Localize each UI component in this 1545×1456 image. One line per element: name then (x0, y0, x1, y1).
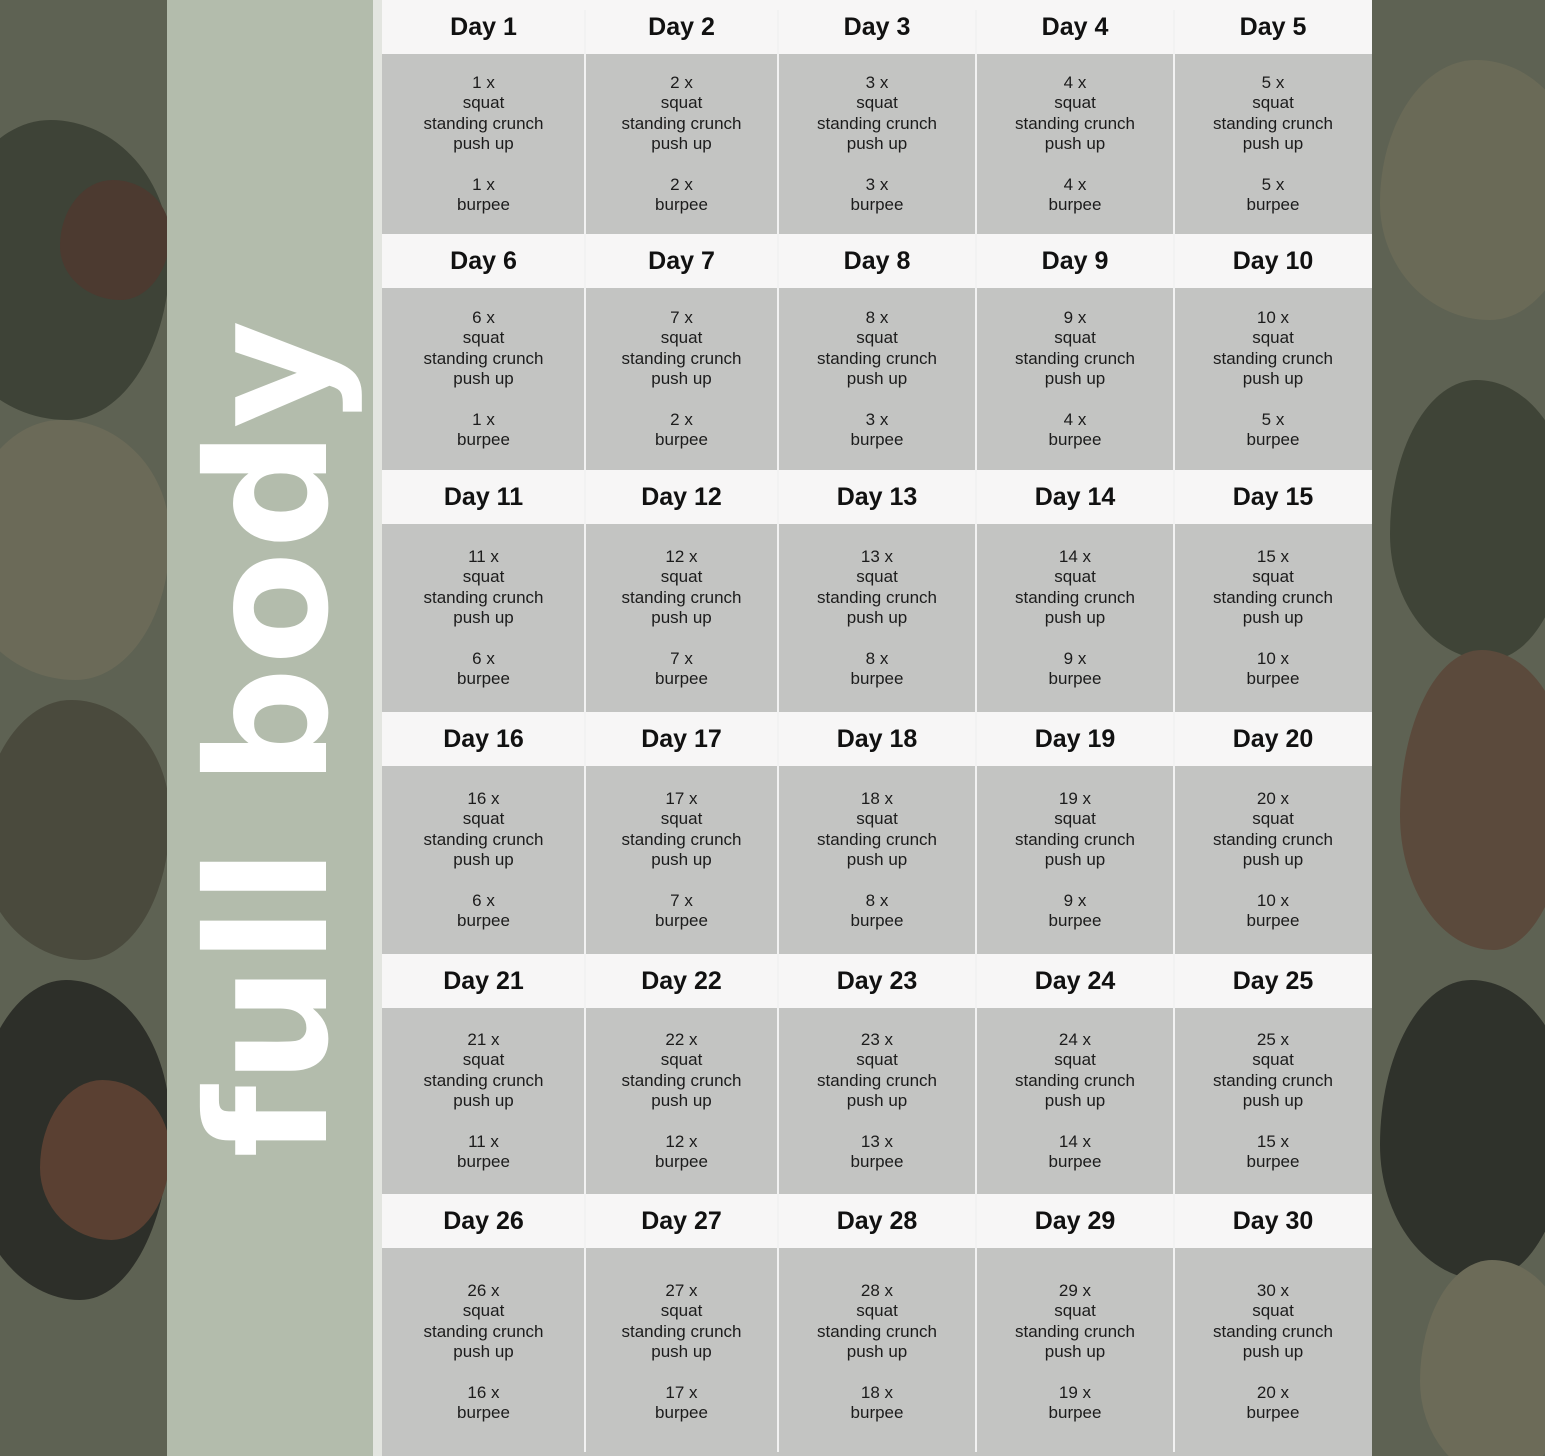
exercise-name: push up (1242, 369, 1304, 388)
burpee-reps-count: 5 x (1261, 409, 1285, 429)
exercise-name: standing crunch (423, 1070, 544, 1090)
reps-count: 29 x (1058, 1280, 1092, 1300)
burpee-reps-count: 19 x (1058, 1382, 1092, 1402)
day-cell (976, 1248, 1174, 1456)
exercise-name: push up (651, 850, 712, 869)
exercise-name: burpee (1246, 911, 1300, 930)
exercise-name: push up (651, 1342, 712, 1361)
exercise-name: squat (856, 93, 898, 112)
reps-count: 6 x (472, 307, 495, 327)
burpee-reps-count: 2 x (670, 409, 693, 429)
exercise-name: push up (1044, 1091, 1106, 1110)
burpee-reps-count: 7 x (670, 890, 693, 910)
exercise-name: push up (1044, 850, 1106, 869)
exercise-name: burpee (655, 669, 708, 688)
reps-count: 5 x (1261, 72, 1285, 92)
exercise-name: standing crunch (816, 829, 938, 849)
day-cell (1174, 1248, 1372, 1456)
day-label: Day 24 (1034, 966, 1116, 995)
exercise-name: standing crunch (621, 1321, 742, 1341)
exercise-name: standing crunch (1212, 1321, 1334, 1341)
reps-count: 8 x (865, 307, 889, 327)
exercise-name: squat (462, 93, 505, 112)
exercise-name: standing crunch (423, 348, 544, 368)
exercise-name: squat (1252, 328, 1294, 347)
day-label: Day 3 (843, 12, 911, 41)
exercise-name: push up (651, 134, 712, 153)
day-label: Day 25 (1232, 966, 1314, 995)
reps-count: 30 x (1256, 1280, 1290, 1300)
day-cell (1174, 54, 1372, 234)
reps-count: 28 x (860, 1280, 894, 1300)
exercise-name: squat (856, 328, 898, 347)
exercise-name: standing crunch (1014, 348, 1136, 368)
exercise-name: standing crunch (1212, 113, 1334, 133)
reps-count: 1 x (472, 72, 495, 92)
day-cell (585, 1248, 778, 1456)
day-cell (778, 766, 976, 954)
reps-count: 21 x (467, 1029, 500, 1049)
day-cell (382, 54, 585, 234)
day-cell (976, 766, 1174, 954)
exercise-name: squat (660, 809, 703, 828)
exercise-name: push up (846, 850, 908, 869)
exercise-name: burpee (850, 195, 904, 214)
exercise-name: push up (1242, 850, 1304, 869)
exercise-name: squat (1252, 567, 1294, 586)
burpee-reps-count: 8 x (865, 890, 889, 910)
exercise-name: standing crunch (816, 348, 938, 368)
day-cell (382, 524, 585, 712)
exercise-name: squat (1252, 93, 1294, 112)
reps-count: 26 x (467, 1280, 500, 1300)
exercise-name: standing crunch (1212, 348, 1334, 368)
day-cell (778, 1008, 976, 1194)
exercise-name: squat (1252, 1050, 1294, 1069)
reps-count: 20 x (1256, 788, 1290, 808)
exercise-name: squat (462, 328, 505, 347)
burpee-reps-count: 16 x (467, 1382, 500, 1402)
exercise-name: standing crunch (621, 587, 742, 607)
day-cell (585, 54, 778, 234)
day-label: Day 14 (1034, 482, 1116, 511)
exercise-name: push up (1044, 369, 1106, 388)
exercise-name: standing crunch (621, 829, 742, 849)
reps-count: 4 x (1063, 72, 1087, 92)
reps-count: 14 x (1058, 546, 1092, 566)
exercise-name: squat (1054, 567, 1096, 586)
day-label: Day 10 (1232, 246, 1314, 275)
exercise-name: burpee (1246, 430, 1300, 449)
exercise-name: burpee (1048, 1152, 1102, 1171)
exercise-name: squat (660, 93, 703, 112)
day-cell (585, 1008, 778, 1194)
reps-count: 27 x (665, 1280, 698, 1300)
exercise-name: standing crunch (1212, 587, 1334, 607)
day-label: Day 8 (843, 246, 911, 275)
exercise-name: burpee (850, 1152, 904, 1171)
exercise-name: squat (856, 1301, 898, 1320)
exercise-name: push up (1242, 1091, 1304, 1110)
reps-count: 25 x (1256, 1029, 1290, 1049)
exercise-name: squat (1054, 1301, 1096, 1320)
exercise-name: burpee (655, 1152, 708, 1171)
exercise-name: squat (1252, 1301, 1294, 1320)
exercise-name: burpee (1048, 911, 1102, 930)
exercise-name: burpee (1048, 1403, 1102, 1422)
reps-count: 3 x (865, 72, 889, 92)
exercise-name: burpee (457, 1403, 510, 1422)
burpee-reps-count: 14 x (1058, 1131, 1092, 1151)
exercise-name: burpee (1048, 669, 1102, 688)
day-cell (585, 288, 778, 470)
burpee-reps-count: 9 x (1063, 648, 1087, 668)
exercise-name: push up (453, 1091, 514, 1110)
day-cell (778, 54, 976, 234)
burpee-reps-count: 3 x (865, 174, 889, 194)
day-cell (382, 766, 585, 954)
day-cell (976, 54, 1174, 234)
burpee-reps-count: 4 x (1063, 409, 1087, 429)
day-label: Day 26 (443, 1206, 524, 1235)
day-cell (778, 288, 976, 470)
exercise-name: burpee (457, 669, 510, 688)
day-cell (382, 1008, 585, 1194)
burpee-reps-count: 2 x (670, 174, 693, 194)
day-label: Day 27 (641, 1206, 722, 1235)
day-cell (1174, 288, 1372, 470)
exercise-name: standing crunch (1014, 1321, 1136, 1341)
burpee-reps-count: 4 x (1063, 174, 1087, 194)
day-cell (976, 1008, 1174, 1194)
reps-count: 7 x (670, 307, 693, 327)
reps-count: 12 x (665, 546, 698, 566)
workout-calendar-grid (382, 0, 1372, 1456)
burpee-reps-count: 13 x (860, 1131, 894, 1151)
exercise-name: burpee (850, 911, 904, 930)
page-title: full body (173, 318, 366, 1158)
exercise-name: burpee (850, 430, 904, 449)
exercise-name: push up (1044, 608, 1106, 627)
exercise-name: standing crunch (816, 1321, 938, 1341)
exercise-name: standing crunch (816, 1070, 938, 1090)
exercise-name: burpee (457, 195, 510, 214)
day-label: Day 16 (443, 724, 524, 753)
exercise-name: push up (1242, 608, 1304, 627)
exercise-name: push up (846, 608, 908, 627)
exercise-name: squat (1054, 328, 1096, 347)
exercise-name: burpee (850, 1403, 904, 1422)
day-cell (1174, 1008, 1372, 1194)
burpee-reps-count: 10 x (1256, 890, 1290, 910)
exercise-name: burpee (655, 430, 708, 449)
exercise-name: push up (651, 369, 712, 388)
burpee-reps-count: 17 x (665, 1382, 698, 1402)
burpee-reps-count: 1 x (472, 409, 495, 429)
day-label: Day 17 (641, 724, 722, 753)
burpee-reps-count: 1 x (472, 174, 495, 194)
exercise-name: push up (846, 134, 908, 153)
exercise-name: standing crunch (423, 113, 544, 133)
exercise-name: burpee (1246, 1403, 1300, 1422)
burpee-reps-count: 8 x (865, 648, 889, 668)
divider-strip (373, 0, 382, 1456)
exercise-name: squat (1054, 93, 1096, 112)
exercise-name: push up (1044, 134, 1106, 153)
burpee-reps-count: 9 x (1063, 890, 1087, 910)
exercise-name: squat (660, 1301, 703, 1320)
exercise-name: burpee (1246, 669, 1300, 688)
reps-count: 18 x (860, 788, 894, 808)
exercise-name: standing crunch (1014, 1070, 1136, 1090)
reps-count: 13 x (860, 546, 894, 566)
exercise-name: standing crunch (621, 113, 742, 133)
exercise-name: standing crunch (621, 1070, 742, 1090)
exercise-name: burpee (1048, 195, 1102, 214)
reps-count: 17 x (665, 788, 698, 808)
exercise-name: burpee (1048, 430, 1102, 449)
burpee-reps-count: 10 x (1256, 648, 1290, 668)
burpee-reps-count: 7 x (670, 648, 693, 668)
reps-count: 22 x (665, 1029, 698, 1049)
exercise-name: standing crunch (1212, 829, 1334, 849)
exercise-name: burpee (1246, 1152, 1300, 1171)
exercise-name: squat (462, 1301, 505, 1320)
exercise-name: burpee (850, 669, 904, 688)
day-cell (585, 766, 778, 954)
exercise-name: push up (846, 1342, 908, 1361)
exercise-name: squat (856, 809, 898, 828)
day-cell (976, 288, 1174, 470)
burpee-reps-count: 11 x (468, 1131, 499, 1151)
exercise-name: push up (1242, 134, 1304, 153)
day-label: Day 15 (1232, 482, 1314, 511)
day-cell (976, 524, 1174, 712)
exercise-name: squat (1054, 809, 1096, 828)
day-cell (382, 1248, 585, 1456)
exercise-name: squat (660, 1050, 703, 1069)
day-label: Day 18 (836, 724, 918, 753)
reps-count: 23 x (860, 1029, 894, 1049)
reps-count: 2 x (670, 72, 693, 92)
burpee-reps-count: 12 x (665, 1131, 698, 1151)
exercise-name: squat (660, 328, 703, 347)
exercise-name: squat (1054, 1050, 1096, 1069)
reps-count: 16 x (467, 788, 500, 808)
exercise-name: burpee (655, 195, 708, 214)
day-label: Day 5 (1239, 12, 1307, 41)
reps-count: 10 x (1256, 307, 1290, 327)
exercise-name: burpee (655, 1403, 708, 1422)
day-label: Day 2 (648, 12, 715, 41)
exercise-name: standing crunch (1212, 1070, 1334, 1090)
day-label: Day 11 (443, 482, 524, 511)
exercise-name: standing crunch (423, 1321, 544, 1341)
exercise-name: push up (1044, 1342, 1106, 1361)
burpee-reps-count: 18 x (860, 1382, 894, 1402)
exercise-name: standing crunch (423, 829, 544, 849)
exercise-name: standing crunch (1014, 829, 1136, 849)
exercise-name: standing crunch (816, 587, 938, 607)
exercise-name: burpee (457, 1152, 510, 1171)
exercise-name: push up (846, 369, 908, 388)
exercise-name: burpee (457, 430, 510, 449)
day-label: Day 20 (1232, 724, 1314, 753)
day-label: Day 4 (1041, 12, 1109, 41)
day-label: Day 7 (648, 246, 715, 275)
exercise-name: squat (660, 567, 703, 586)
reps-count: 11 x (468, 546, 499, 566)
exercise-name: push up (651, 1091, 712, 1110)
exercise-name: push up (1242, 1342, 1304, 1361)
burpee-reps-count: 15 x (1256, 1131, 1290, 1151)
exercise-name: push up (453, 369, 514, 388)
day-cell (778, 524, 976, 712)
exercise-name: squat (1252, 809, 1294, 828)
exercise-name: squat (856, 1050, 898, 1069)
day-label: Day 13 (836, 482, 918, 511)
day-label: Day 21 (443, 966, 524, 995)
exercise-name: standing crunch (423, 587, 544, 607)
exercise-name: push up (453, 1342, 514, 1361)
exercise-name: squat (462, 809, 505, 828)
burpee-reps-count: 6 x (472, 648, 495, 668)
day-cell (585, 524, 778, 712)
reps-count: 15 x (1256, 546, 1290, 566)
exercise-name: push up (651, 608, 712, 627)
day-label: Day 12 (641, 482, 722, 511)
burpee-reps-count: 6 x (472, 890, 495, 910)
exercise-name: burpee (655, 911, 708, 930)
reps-count: 24 x (1058, 1029, 1092, 1049)
exercise-name: push up (453, 134, 514, 153)
reps-count: 19 x (1058, 788, 1092, 808)
day-label: Day 1 (450, 12, 517, 41)
burpee-reps-count: 20 x (1256, 1382, 1290, 1402)
day-label: Day 23 (836, 966, 918, 995)
day-label: Day 19 (1034, 724, 1116, 753)
exercise-name: push up (846, 1091, 908, 1110)
exercise-name: burpee (1246, 195, 1300, 214)
day-label: Day 30 (1232, 1206, 1314, 1235)
day-label: Day 6 (450, 246, 517, 275)
day-label: Day 28 (836, 1206, 918, 1235)
exercise-name: push up (453, 608, 514, 627)
exercise-name: standing crunch (816, 113, 938, 133)
day-cell (778, 1248, 976, 1456)
day-label: Day 29 (1034, 1206, 1116, 1235)
exercise-name: push up (453, 850, 514, 869)
exercise-name: standing crunch (1014, 587, 1136, 607)
exercise-name: standing crunch (621, 348, 742, 368)
exercise-name: squat (462, 567, 505, 586)
day-label: Day 22 (641, 966, 722, 995)
exercise-name: standing crunch (1014, 113, 1136, 133)
exercise-name: burpee (457, 911, 510, 930)
day-label: Day 9 (1041, 246, 1109, 275)
day-cell (1174, 766, 1372, 954)
exercise-name: squat (462, 1050, 505, 1069)
day-cell (382, 288, 585, 470)
exercise-name: squat (856, 567, 898, 586)
burpee-reps-count: 3 x (865, 409, 889, 429)
day-cell (1174, 524, 1372, 712)
burpee-reps-count: 5 x (1261, 174, 1285, 194)
reps-count: 9 x (1063, 307, 1087, 327)
